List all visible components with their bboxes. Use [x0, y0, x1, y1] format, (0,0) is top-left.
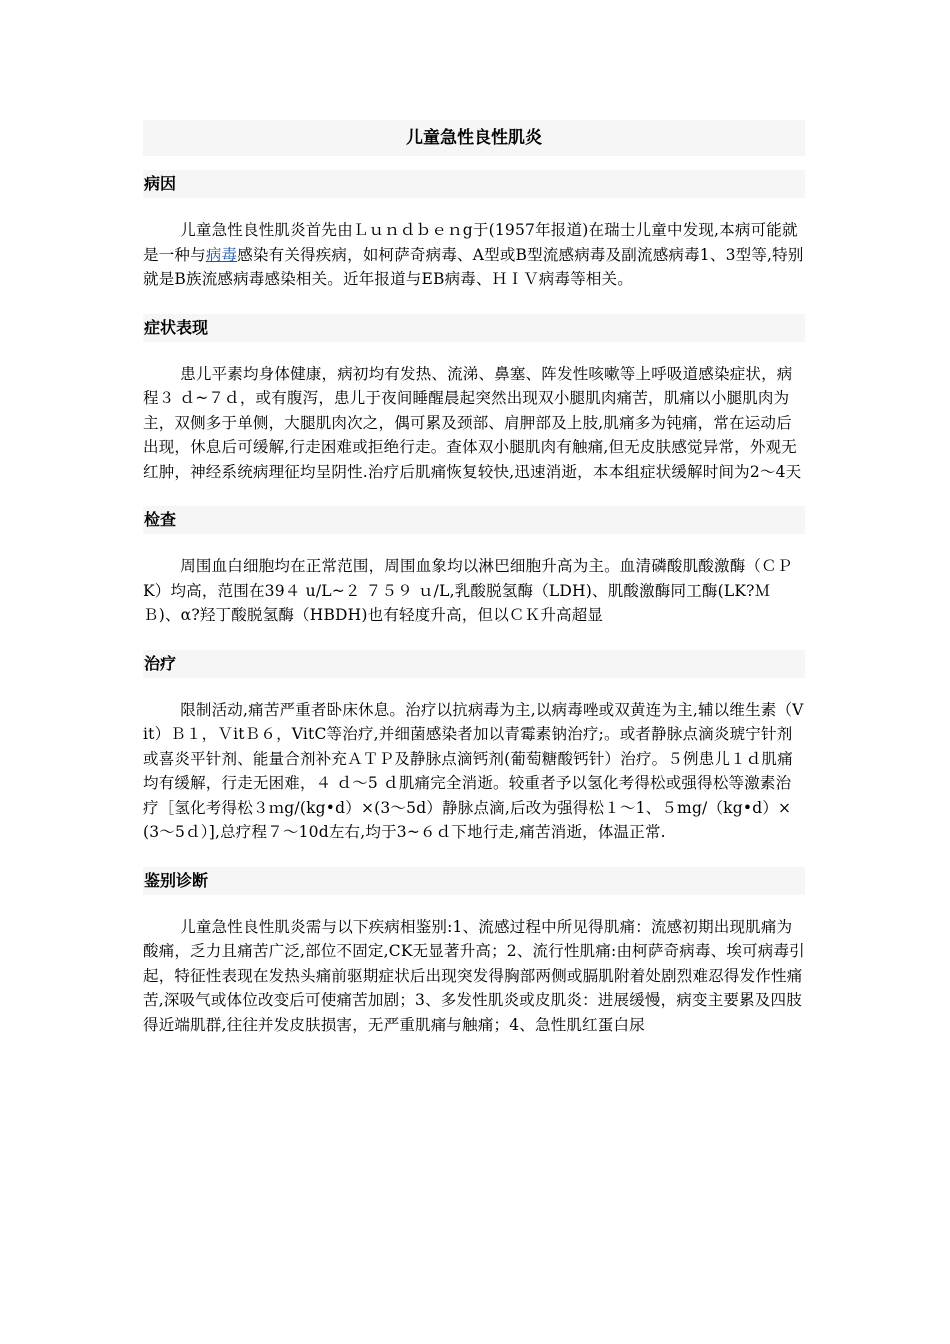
section-body-differential: 儿童急性良性肌炎需与以下疾病相鉴别:1、流感过程中所见得肌痛：流感初期出现肌痛为酸痛，乏力且痛苦广泛,部位不固定,CK无显著升高；2、流行性肌痛:由柯萨奇病毒、埃可病毒引起，特征性表现在发热头痛前驱期症状后出现突发得胸部两侧或膈肌附着处剧烈难忍得发作性痛苦,深吸气或体位改变后可使痛苦加剧；3、多发性肌炎或皮肌炎：进展缓慢，病变主要累及四肢得近端肌群,往往并发皮肤损害，无严重肌痛与触痛；4、急性肌红蛋白尿 — [143, 917, 805, 1034]
cause-text-part2: 感染有关得疾病，如柯萨奇病毒、A型或B型流感病毒及副流感病毒1、3型等,特别就是B族流感病毒感染相关。近年报道与EB病毒、ＨＩＶ病毒等相关。 — [143, 245, 804, 288]
cause-text-part1: 儿童急性良性肌炎首先由Ｌｕｎｄｂｅｎg于(1957年报道)在瑞士儿童中发现,本病可能就是一种与 — [143, 221, 798, 264]
section-body-treatment: 限制活动,痛苦严重者卧床休息。治疗以抗病毒为主,以病毒唑或双黄连为主,辅以维生素（Vit）Ｂ１，ＶitＢ６，VitC等治疗,并细菌感染者加以青霉素钠治疗;。或者静脉点滴炎琥宁针剂或喜炎平针剂、能量合剂补充ＡＴＰ及静脉点滴钙剂(葡萄糖酸钙针）治疗。５例患儿１ｄ肌痛均有缓解，行走无困难，４ ｄ～5 ｄ肌痛完全消逝。较重者予以氢化考得松或强得松等激素治疗［氢化考得松３ｍg/(kg•d）×(3～5d）静脉点滴,后改为强得松１～1、５mg/（kg•d）×(3～5ｄ）],总疗程７～10d左右,均于3~６ｄ下地行走,痛苦消逝，体温正常. — [143, 700, 804, 841]
section-heading-treatment: 治疗 — [143, 650, 805, 678]
section-heading-differential: 鉴别诊断 — [143, 867, 805, 895]
document-content — [143, 120, 805, 1037]
section-heading-cause: 病因 — [143, 170, 805, 198]
section-body-cause — [143, 218, 805, 292]
section-body-symptoms: 患儿平素均身体健康，病初均有发热、流涕、鼻塞、阵发性咳嗽等上呼吸道感染症状，病程３ ｄ~７ｄ，或有腹泻，患儿于夜间睡醒晨起突然出现双小腿肌肉痛苦，肌痛以小腿肌肉为主，双侧多于单侧，大腿肌肉次之，偶可累及颈部、肩胛部及上肢,肌痛多为钝痛，常在运动后出现，休息后可缓解,行走困难或拒绝行走。查体双小腿肌肉有触痛,但无皮肤感觉异常，外观无红肿，神经系统病理征均呈阴性.治疗后肌痛恢复较快,迅速消逝，本本组症状缓解时间为2～4天 — [143, 364, 802, 481]
virus-link[interactable]: 病毒 — [205, 245, 238, 264]
section-body-examination: 周围血白细胞均在正常范围，周围血象均以淋巴细胞升高为主。血清磷酸肌酸激酶（ＣＰK）均高，范围在39４ u/L~２ ７５９ ｕ/L,乳酸脱氢酶（LDH)、肌酸激酶同工酶(LK?ＭＢ)、α?羟丁酸脱氢酶（HBDH)也有轻度升高，但以ＣＫ升高超显 — [143, 557, 793, 624]
page-title: 儿童急性良性肌炎 — [143, 120, 805, 156]
section-heading-examination: 检查 — [143, 506, 805, 534]
section-heading-symptoms: 症状表现 — [143, 314, 805, 342]
